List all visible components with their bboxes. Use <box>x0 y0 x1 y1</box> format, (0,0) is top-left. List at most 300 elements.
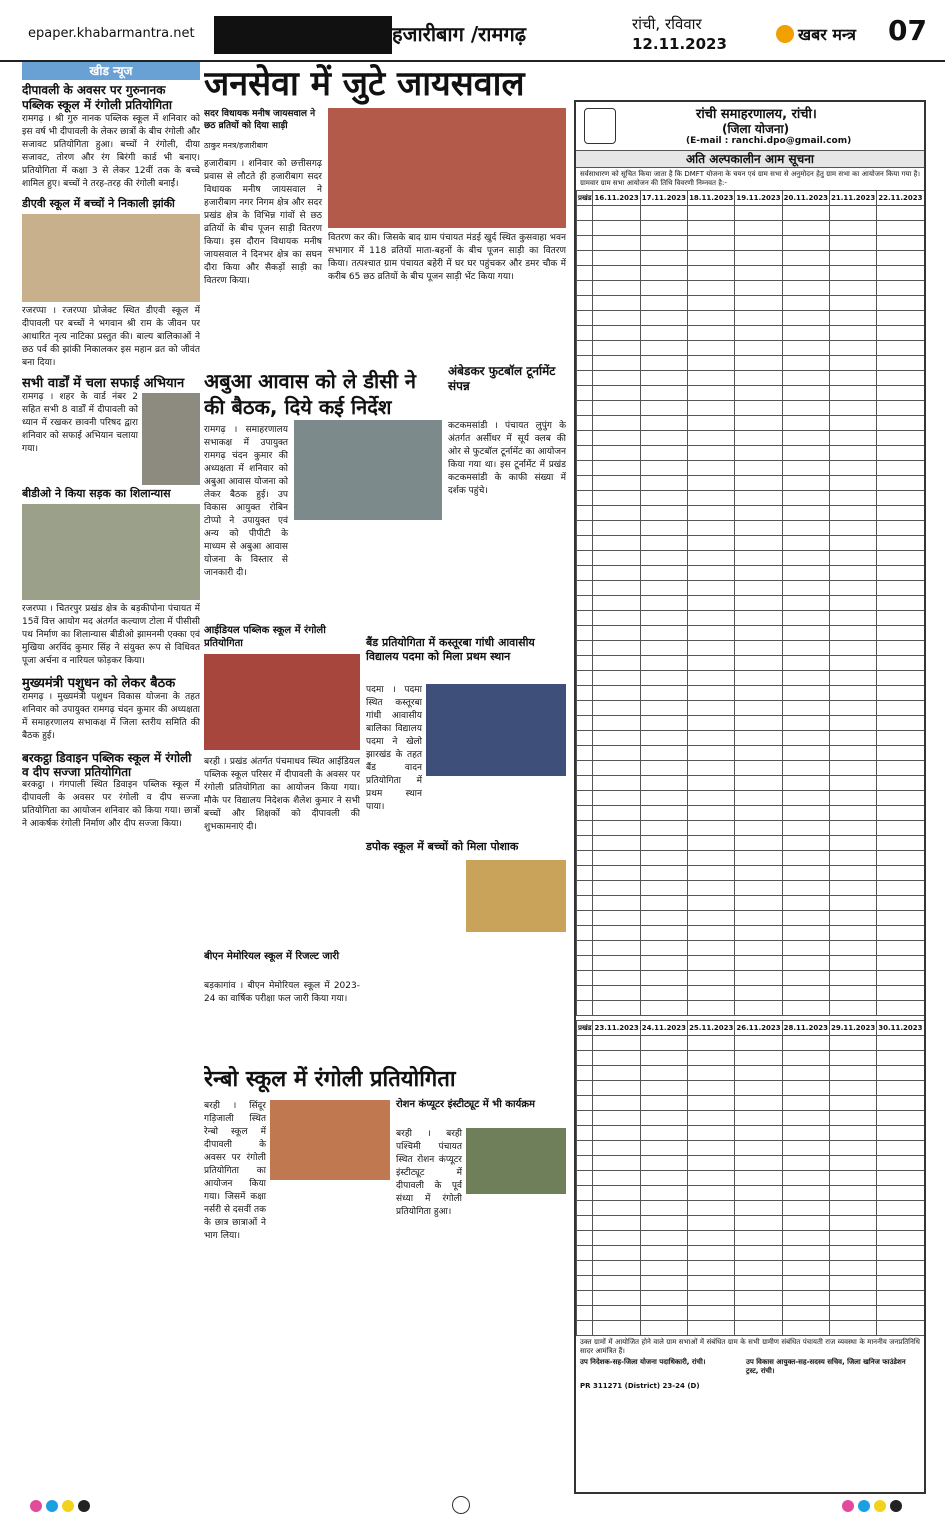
table-cell <box>593 401 640 416</box>
table-cell <box>577 311 593 326</box>
table-cell <box>735 791 782 806</box>
table-row <box>577 746 925 761</box>
table-cell <box>877 626 924 641</box>
table-cell <box>829 266 876 281</box>
computer-photo <box>466 1128 566 1194</box>
table-cell <box>782 446 829 461</box>
table-cell <box>735 1141 782 1156</box>
table-cell <box>688 1096 735 1111</box>
notice-closing: उक्त ग्रामों में आयोजित होने वाले ग्राम सभाओं में संबंधित ग्राम के सभी ग्रामीण संबंधित पंचायती राज व्यवस्था के माननीय जनप्रतिनिधि सादर आमंत्रित हैं। <box>580 1338 920 1355</box>
table-cell <box>877 701 924 716</box>
table-cell <box>829 1246 876 1261</box>
schedule-table-1 <box>576 190 925 1016</box>
table-cell <box>688 1321 735 1336</box>
table-cell <box>577 326 593 341</box>
article-body: वितरण कर की। जिसके बाद ग्राम पंचायत मंडई खुर्द स्थित कुसवाहा भवन सभागार में 118 व्रतियों माता-बहनों के बीच पूजन साड़ी का वितरण किया। तत्पश्चात ग्राम पंचायत बहेरी में घर घर पहुंचकर और डमर चौक में करीब 65 छठ व्रतियों के बीच पूजन साड़ी भेंट किया गया। <box>328 233 566 282</box>
table-cell <box>877 1126 924 1141</box>
article-body: बड़कागांव । बीएन मेमोरियल स्कूल में 2023-24 का वार्षिक परीक्षा फल जारी किया गया। <box>204 981 360 1004</box>
table-row <box>577 971 925 986</box>
table-cell <box>782 746 829 761</box>
table-cell <box>829 416 876 431</box>
table-cell <box>593 371 640 386</box>
table-cell <box>782 281 829 296</box>
notice-title: अति अल्पकालीन आम सूचना <box>576 151 924 168</box>
table-cell <box>829 926 876 941</box>
table-cell <box>688 326 735 341</box>
table-cell <box>593 521 640 536</box>
table-row <box>577 881 925 896</box>
table-cell <box>640 776 687 791</box>
article-body: बरकट्ठा । गंगपाली स्थित डिवाइन पब्लिक स्कूल में दीपावली के अवसर पर रंगोली व दीप सज्जा प्रतियोगिता का आयोजन शनिवार को किया गया। छात्रों ने आकर्षक रंगोली निर्माण और दीप सज्जा किया। <box>22 780 200 829</box>
table-cell <box>782 1276 829 1291</box>
table-row <box>577 731 925 746</box>
table-cell <box>593 326 640 341</box>
table-cell <box>640 1081 687 1096</box>
table-cell <box>829 716 876 731</box>
table-cell <box>829 566 876 581</box>
table-row <box>577 386 925 401</box>
table-cell <box>829 731 876 746</box>
table-cell <box>735 431 782 446</box>
table-cell <box>877 596 924 611</box>
table-cell <box>577 251 593 266</box>
table-cell <box>829 686 876 701</box>
table-cell <box>640 656 687 671</box>
table-cell <box>688 1246 735 1261</box>
public-notice <box>574 100 926 1494</box>
article-body: रामगढ़ । श्री गुरु नानक पब्लिक स्कूल में शनिवार को इस वर्ष भी दीपावली के लेकर छात्रों के बीच रंगोली और सजावट प्रतियोगिता हुआ। बच्चों ने रंगोली, दीया सजावट, तोरण और रंग बिरंगी कार्ड भी बनाए। प्रतियोगिता में कक्षा 3 से लेकर 12वीं तक के बच्चे शामिल हुए। बच्चों ने तरह-तरह की रंगोली बनाईं। <box>22 114 200 189</box>
table-cell <box>593 956 640 971</box>
table-cell <box>782 1096 829 1111</box>
table-cell <box>829 761 876 776</box>
table-row <box>577 956 925 971</box>
office-email[interactable]: (E-mail : ranchi.dpo@gmail.com) <box>686 136 852 146</box>
table-header: प्रखंड <box>577 1021 593 1036</box>
table-cell <box>577 761 593 776</box>
brand-name <box>776 22 856 45</box>
table-cell <box>640 731 687 746</box>
table-cell <box>577 851 593 866</box>
table-cell <box>829 881 876 896</box>
table-cell <box>640 641 687 656</box>
table-row <box>577 1276 925 1291</box>
article-title[interactable]: मुख्यमंत्री पशुधन को लेकर बैठक <box>22 676 176 691</box>
table-cell <box>577 671 593 686</box>
table-cell <box>593 416 640 431</box>
table-cell <box>688 341 735 356</box>
table-cell <box>577 551 593 566</box>
table-cell <box>829 431 876 446</box>
table-cell <box>735 221 782 236</box>
article-title[interactable]: बीडीओ ने किया सड़क का शिलान्यास <box>22 487 171 500</box>
table-cell <box>829 1276 876 1291</box>
table-cell <box>782 956 829 971</box>
table-cell <box>640 386 687 401</box>
table-cell <box>640 311 687 326</box>
table-cell <box>735 311 782 326</box>
table-cell <box>640 791 687 806</box>
table-cell <box>577 656 593 671</box>
table-cell <box>688 1126 735 1141</box>
table-cell <box>640 206 687 221</box>
table-cell <box>577 1141 593 1156</box>
article-headline[interactable]: बीएन मेमोरियल स्कूल में रिजल्ट जारी <box>204 951 340 962</box>
table-cell <box>735 1261 782 1276</box>
table-cell <box>829 626 876 641</box>
table-cell <box>577 1171 593 1186</box>
table-cell <box>782 236 829 251</box>
table-cell <box>829 1066 876 1081</box>
notice-intro: सर्वसाधारण को सूचित किया जाता है कि DMFT योजना के चयन एवं ग्राम सभा से अनुमोदन हेतु ग्राम सभा का आयोजन किया गया है। ग्रामवार ग्राम सभा आयोजन की तिथि विवरणी निम्नवत है:- <box>580 170 920 187</box>
table-cell <box>829 896 876 911</box>
table-cell <box>640 1156 687 1171</box>
article-headline[interactable]: आईडियल पब्लिक स्कूल में रंगोली प्रतियोगिता <box>204 625 326 649</box>
table-row <box>577 596 925 611</box>
table-row <box>577 1051 925 1066</box>
table-cell <box>877 1306 924 1321</box>
table-cell <box>640 926 687 941</box>
table-cell <box>829 971 876 986</box>
registration-dot <box>842 1500 854 1512</box>
table-row <box>577 1001 925 1016</box>
table-cell <box>877 476 924 491</box>
table-cell <box>782 836 829 851</box>
table-row <box>577 911 925 926</box>
table-cell <box>640 1051 687 1066</box>
table-cell <box>593 446 640 461</box>
table-row <box>577 206 925 221</box>
table-row <box>577 1126 925 1141</box>
table-cell <box>640 986 687 1001</box>
table-row <box>577 866 925 881</box>
table-cell <box>577 896 593 911</box>
table-row <box>577 371 925 386</box>
table-cell <box>688 296 735 311</box>
table-cell <box>735 1246 782 1261</box>
article-headline[interactable]: रोशन कंप्यूटर इंस्टीट्यूट में भी कार्यक्रम <box>396 1099 536 1110</box>
table-cell <box>688 836 735 851</box>
table-cell <box>877 416 924 431</box>
table-row <box>577 446 925 461</box>
table-cell <box>577 596 593 611</box>
table-cell <box>735 776 782 791</box>
table-cell <box>593 611 640 626</box>
table-cell <box>577 1186 593 1201</box>
article-body: रामगढ़ । समाहरणालय सभाकक्ष में उपायुक्त रामगढ़ चंदन कुमार की अध्यक्षता में शनिवार को अबुआ आवास योजना को लेकर बैठक हुई। उप विकास आयुक्त रोबिन टोप्पो ने उपायुक्त एवं अन्य को पीपीटी के माध्यम से अबुआ आवास योजना के विस्तार से जानकारी दी। <box>204 425 288 578</box>
table-cell <box>688 551 735 566</box>
table-cell <box>782 701 829 716</box>
table-cell <box>782 791 829 806</box>
dateline <box>632 14 727 54</box>
table-cell <box>688 431 735 446</box>
table-cell <box>593 1231 640 1246</box>
table-cell <box>829 1261 876 1276</box>
table-cell <box>593 1156 640 1171</box>
table-cell <box>782 566 829 581</box>
article-headline[interactable]: बैंड प्रतियोगिता में कस्तूरबा गांधी आवासीय विद्यालय पदमा को मिला प्रथम स्थान <box>366 636 535 663</box>
table-cell <box>877 911 924 926</box>
table-cell <box>593 1081 640 1096</box>
table-cell <box>593 686 640 701</box>
table-row <box>577 776 925 791</box>
table-cell <box>593 206 640 221</box>
table-cell <box>593 251 640 266</box>
table-cell <box>688 1186 735 1201</box>
article-headline[interactable]: अंबेडकर फुटबॉल टूर्नामेंट संपन्न <box>448 364 556 393</box>
date-header: 16.11.2023 <box>593 191 640 206</box>
table-cell <box>688 476 735 491</box>
article-headline[interactable]: रेन्बो स्कूल में रंगोली प्रतियोगिता <box>204 1067 456 1092</box>
crosshair-icon <box>452 1496 470 1514</box>
table-cell <box>688 791 735 806</box>
table-cell <box>640 401 687 416</box>
table-cell <box>688 281 735 296</box>
table-cell <box>688 1201 735 1216</box>
registration-dot <box>890 1500 902 1512</box>
table-cell <box>577 986 593 1001</box>
table-cell <box>829 221 876 236</box>
table-cell <box>577 401 593 416</box>
table-cell <box>877 461 924 476</box>
table-cell <box>593 671 640 686</box>
table-cell <box>640 686 687 701</box>
table-cell <box>877 581 924 596</box>
table-row <box>577 1201 925 1216</box>
table-cell <box>877 1141 924 1156</box>
table-cell <box>593 296 640 311</box>
table-cell <box>640 881 687 896</box>
table-cell <box>688 896 735 911</box>
table-cell <box>593 1201 640 1216</box>
table-cell <box>877 776 924 791</box>
table-cell <box>688 251 735 266</box>
table-cell <box>640 1111 687 1126</box>
table-cell <box>782 1156 829 1171</box>
table-cell <box>640 551 687 566</box>
table-row <box>577 251 925 266</box>
article-title[interactable]: डीएवी स्कूल में बच्चों ने निकाली झांकी <box>22 197 175 210</box>
table-cell <box>735 746 782 761</box>
table-row <box>577 1096 925 1111</box>
table-cell <box>782 821 829 836</box>
registration-dot <box>78 1500 90 1512</box>
table-cell <box>593 716 640 731</box>
table-cell <box>877 746 924 761</box>
table-cell <box>688 461 735 476</box>
table-cell <box>593 986 640 1001</box>
table-cell <box>782 1186 829 1201</box>
table-cell <box>735 521 782 536</box>
table-row <box>577 281 925 296</box>
table-row <box>577 236 925 251</box>
table-cell <box>593 1276 640 1291</box>
table-row <box>577 761 925 776</box>
table-cell <box>640 566 687 581</box>
table-cell <box>640 896 687 911</box>
table-cell <box>829 1321 876 1336</box>
table-cell <box>577 1216 593 1231</box>
table-cell <box>593 776 640 791</box>
table-cell <box>593 551 640 566</box>
table-row <box>577 1081 925 1096</box>
table-cell <box>688 701 735 716</box>
article-title[interactable]: सभी वार्डों में चला सफाई अभियान <box>22 376 185 391</box>
table-row <box>577 941 925 956</box>
table-cell <box>577 866 593 881</box>
article-body: बरही । बरही पश्चिमी पंचायत स्थित रोशन कंप्यूटर इंस्टीट्यूट में दीपावली के पूर्व संध्या में रंगोली प्रतियोगिता हुआ। <box>396 1129 462 1217</box>
table-cell <box>593 971 640 986</box>
lead-photo <box>328 108 566 228</box>
site-url[interactable]: epaper.khabarmantra.net <box>28 26 195 41</box>
table-cell <box>577 296 593 311</box>
table-cell <box>640 476 687 491</box>
table-cell <box>735 326 782 341</box>
table-cell <box>877 386 924 401</box>
table-cell <box>829 1231 876 1246</box>
table-cell <box>640 611 687 626</box>
table-cell <box>829 1171 876 1186</box>
table-cell <box>877 1231 924 1246</box>
table-row <box>577 611 925 626</box>
article-body: पदमा । पदमा स्थित कस्तूरबा गांधी आवासीय बालिका विद्यालय पदमा ने खेलो झारखंड के तहत बैंड वादन प्रतियोगिता में प्रथम स्थान पाया। <box>366 685 422 812</box>
table-cell <box>829 791 876 806</box>
table-cell <box>688 941 735 956</box>
article-photo <box>142 393 200 485</box>
brand-logo-icon <box>776 25 794 43</box>
office-name: रांची समाहरणालय, रांची। <box>696 107 817 122</box>
table-cell <box>782 251 829 266</box>
table-cell <box>877 551 924 566</box>
table-cell <box>735 1291 782 1306</box>
table-cell <box>829 1126 876 1141</box>
table-row <box>577 806 925 821</box>
table-cell <box>782 326 829 341</box>
table-cell <box>688 986 735 1001</box>
table-cell <box>829 371 876 386</box>
table-cell <box>782 431 829 446</box>
lead-headline[interactable]: जनसेवा में जुटे जायसवाल <box>204 64 525 104</box>
table-cell <box>593 806 640 821</box>
registration-dot <box>874 1500 886 1512</box>
table-cell <box>782 761 829 776</box>
date-header: 30.11.2023 <box>877 1021 924 1036</box>
table-cell <box>829 806 876 821</box>
table-cell <box>688 731 735 746</box>
table-cell <box>577 446 593 461</box>
table-cell <box>877 941 924 956</box>
date: 12.11.2023 <box>632 35 727 53</box>
date-header: 22.11.2023 <box>877 191 924 206</box>
table-cell <box>688 911 735 926</box>
article-headline[interactable]: डपोक स्कूल में बच्चों को मिला पोशाक <box>366 840 519 853</box>
table-cell <box>593 476 640 491</box>
table-cell <box>688 656 735 671</box>
table-cell <box>735 656 782 671</box>
page-number: 07 <box>888 14 927 47</box>
table-cell <box>688 1001 735 1016</box>
article-headline[interactable]: अबुआ आवास को ले डीसी ने की बैठक, दिये कई निर्देश <box>204 369 416 419</box>
table-cell <box>735 1186 782 1201</box>
table-cell <box>593 536 640 551</box>
table-row <box>577 1306 925 1321</box>
table-cell <box>829 476 876 491</box>
table-cell <box>735 686 782 701</box>
table-cell <box>735 926 782 941</box>
table-cell <box>782 296 829 311</box>
table-cell <box>877 1051 924 1066</box>
table-cell <box>640 1036 687 1051</box>
table-cell <box>829 311 876 326</box>
table-cell <box>593 356 640 371</box>
table-cell <box>782 1126 829 1141</box>
table-cell <box>577 1291 593 1306</box>
table-cell <box>688 596 735 611</box>
table-cell <box>735 461 782 476</box>
table-cell <box>577 701 593 716</box>
table-cell <box>782 926 829 941</box>
table-cell <box>640 506 687 521</box>
table-cell <box>877 236 924 251</box>
table-cell <box>577 1081 593 1096</box>
table-cell <box>735 1306 782 1321</box>
table-cell <box>877 326 924 341</box>
date-header: 29.11.2023 <box>829 1021 876 1036</box>
table-cell <box>735 1216 782 1231</box>
schedule-table-2 <box>576 1020 925 1336</box>
table-cell <box>782 311 829 326</box>
table-cell <box>577 206 593 221</box>
date-header: 19.11.2023 <box>735 191 782 206</box>
table-cell <box>782 1201 829 1216</box>
table-cell <box>593 761 640 776</box>
table-cell <box>640 1171 687 1186</box>
table-cell <box>688 716 735 731</box>
article-body: कटकमसांडी । पंचायत लुपुंग के अंतर्गत अर्सीधर में सूर्य क्लब की ओर से फुटबॉल टूर्नामेंट का आयोजन किया गया था। इस टूर्नामेंट में प्रखंड कटकमसांडी के काफी संख्या में दर्शक पहुंचे। <box>448 421 566 496</box>
table-cell <box>593 341 640 356</box>
table-cell <box>688 626 735 641</box>
table-cell <box>877 971 924 986</box>
table-cell <box>829 581 876 596</box>
table-cell <box>782 341 829 356</box>
table-row <box>577 1246 925 1261</box>
table-cell <box>593 1051 640 1066</box>
table-cell <box>735 356 782 371</box>
table-cell <box>877 1261 924 1276</box>
table-cell <box>577 341 593 356</box>
date-header: 23.11.2023 <box>593 1021 640 1036</box>
table-cell <box>688 1261 735 1276</box>
table-cell <box>577 536 593 551</box>
table-cell <box>735 896 782 911</box>
table-cell <box>640 356 687 371</box>
table-cell <box>735 806 782 821</box>
article-title[interactable]: बरकट्ठा डिवाइन पब्लिक स्कूल में रंगोली व दीप सज्जा प्रतियोगिता <box>22 751 192 779</box>
article-body: बरही । प्रखंड अंतर्गत पंचमाधव स्थित आईडियल पब्लिक स्कूल परिसर में दीपावली के अवसर पर रंगोली प्रतियोगिता का आयोजन किया गया। मौके पर विद्यालय निदेशक शैलेश कुमार ने सभी बच्चों और शिक्षकों को दीपावली की शुभकामनाएं दी। <box>204 757 360 832</box>
table-cell <box>877 806 924 821</box>
table-cell <box>735 296 782 311</box>
article-title[interactable]: दीपावली के अवसर पर गुरुनानक पब्लिक स्कूल में रंगोली प्रतियोगिता <box>22 83 173 112</box>
table-cell <box>829 836 876 851</box>
table-cell <box>829 491 876 506</box>
table-cell <box>640 221 687 236</box>
table-row <box>577 701 925 716</box>
table-cell <box>593 851 640 866</box>
table-cell <box>877 1276 924 1291</box>
table-cell <box>640 971 687 986</box>
table-cell <box>877 956 924 971</box>
table-cell <box>593 896 640 911</box>
table-cell <box>829 1081 876 1096</box>
